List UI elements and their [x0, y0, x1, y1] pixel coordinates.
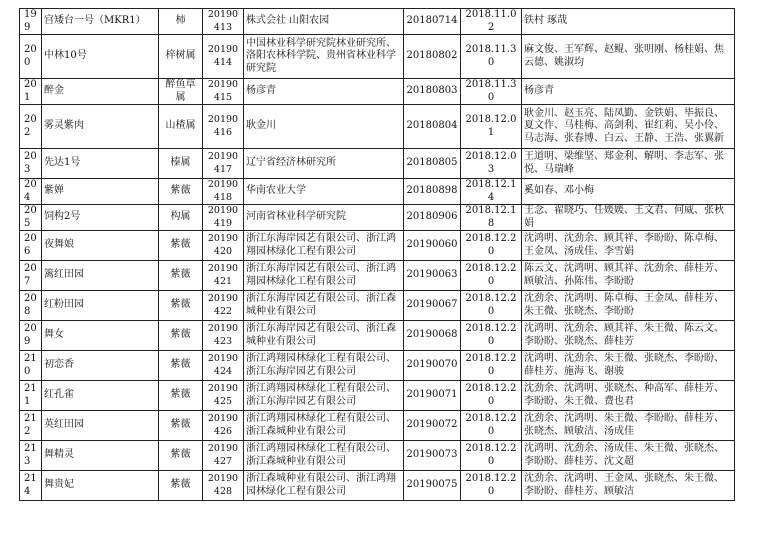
grant-date: 2018.12.20: [461, 321, 522, 351]
grant-number: 20180802: [404, 35, 461, 79]
grant-number: 20180714: [404, 9, 461, 35]
breeders: 沈鸿明、沈劲余、朱王微、张晓杰、李盼盼、薛桂芳、施海飞、谢骏: [522, 351, 735, 381]
application-number: 20190416: [203, 105, 244, 149]
applicant: 中国林业科学研究院林业研究所、洛阳农林科学院、贵州省林业科学研究院: [244, 35, 404, 79]
table-row: [20, 9, 735, 35]
table-row: [20, 351, 735, 381]
row-number: 199: [20, 9, 42, 35]
application-number: 20190418: [203, 179, 244, 205]
breeders: 耿金川、赵玉亮、陆凤勤、金铁娟、毕振良、夏文作、马桂梅、高剑利、崔红莉、吴小伶、马志海、张春博、白云、王静、王浩、张翼新: [522, 105, 735, 149]
genus: 紫薇: [159, 291, 203, 321]
variety-name: 红孔雀: [42, 381, 159, 411]
applicant: 浙江东海岸园艺有限公司、浙江鸿翔园林绿化工程有限公司: [244, 261, 404, 291]
breeders: 王念、翟晓巧、任媛媛、王文君、何威、张秋娟: [522, 205, 735, 231]
application-number: 20190419: [203, 205, 244, 231]
variety-name: 宫矮台一号（MKR1）: [42, 9, 159, 35]
grant-date: 2018.11.02: [461, 9, 522, 35]
row-number: 203: [20, 149, 42, 179]
row-number: 202: [20, 105, 42, 149]
applicant: 株式会社 山阳农园: [244, 9, 404, 35]
grant-date: 2018.12.20: [461, 351, 522, 381]
applicant: 浙江东海岸园艺有限公司、浙江鸿翔园林绿化工程有限公司: [244, 231, 404, 261]
grant-date: 2018.12.01: [461, 105, 522, 149]
grant-number: 20190067: [404, 291, 461, 321]
row-number: 205: [20, 205, 42, 231]
application-number: 20190428: [203, 471, 244, 501]
genus: 山楂属: [159, 105, 203, 149]
variety-name: 中林10号: [42, 35, 159, 79]
row-number: 204: [20, 179, 42, 205]
grant-date: 2018.11.30: [461, 79, 522, 105]
grant-number: 20180805: [404, 149, 461, 179]
application-number: 20190426: [203, 411, 244, 441]
application-number: 20190420: [203, 231, 244, 261]
table-row: [20, 291, 735, 321]
row-number: 201: [20, 79, 42, 105]
variety-name: 醉金: [42, 79, 159, 105]
application-number: 20190414: [203, 35, 244, 79]
breeders: 沈鸿明、沈劲余、顾其祥、朱王微、陈云文、李盼盼、张晓杰、薛桂芳: [522, 321, 735, 351]
table-row: [20, 205, 735, 231]
grant-date: 2018.12.20: [461, 441, 522, 471]
grant-date: 2018.12.20: [461, 381, 522, 411]
grant-date: 2018.12.20: [461, 411, 522, 441]
applicant: 华南农业大学: [244, 179, 404, 205]
application-number: 20190413: [203, 9, 244, 35]
applicant: 浙江森城种业有限公司、浙江鸿翔园林绿化工程有限公司: [244, 471, 404, 501]
applicant: 浙江鸿翔园林绿化工程有限公司、浙江森城种业有限公司: [244, 411, 404, 441]
grant-date: 2018.12.20: [461, 231, 522, 261]
breeders: 沈鸿明、沈劲余、顾其祥、李盼盼、陈卓梅、王金凤、汤成佳、李雪娟: [522, 231, 735, 261]
variety-name: 舞精灵: [42, 441, 159, 471]
applicant: 浙江鸿翔园林绿化工程有限公司、浙江东海岸园艺有限公司: [244, 381, 404, 411]
row-number: 209: [20, 321, 42, 351]
variety-name: 篱红田园: [42, 261, 159, 291]
row-number: 210: [20, 351, 42, 381]
genus: 紫薇: [159, 411, 203, 441]
table-row: [20, 79, 735, 105]
grant-date: 2018.11.30: [461, 35, 522, 79]
grant-number: 20190070: [404, 351, 461, 381]
table-row: [20, 471, 735, 501]
grant-date: 2018.12.03: [461, 149, 522, 179]
breeders: 奚如春、邓小梅: [522, 179, 735, 205]
variety-name: 英红田园: [42, 411, 159, 441]
application-number: 20190427: [203, 441, 244, 471]
table-row: [20, 321, 735, 351]
applicant: 河南省林业科学研究院: [244, 205, 404, 231]
table-body: [20, 9, 735, 501]
grant-number: 20180803: [404, 79, 461, 105]
variety-name: 初恋香: [42, 351, 159, 381]
genus: 紫薇: [159, 351, 203, 381]
row-number: 213: [20, 441, 42, 471]
variety-name: 紫婵: [42, 179, 159, 205]
applicant: 浙江鸿翔园林绿化工程有限公司、浙江森城种业有限公司: [244, 441, 404, 471]
table-row: [20, 231, 735, 261]
application-number: 20190423: [203, 321, 244, 351]
genus: 紫薇: [159, 381, 203, 411]
genus: 紫薇: [159, 471, 203, 501]
table-row: [20, 149, 735, 179]
grant-number: 20190072: [404, 411, 461, 441]
breeders: 陈云文、沈鸿明、顾其祥、沈劲余、薛桂芳、顾敏洁、孙陈伟、李盼盼: [522, 261, 735, 291]
grant-number: 20190068: [404, 321, 461, 351]
breeders: 沈鸿明、沈劲余、汤成佳、朱王微、张晓杰、李盼盼、薛桂芳、沈文超: [522, 441, 735, 471]
genus: 构属: [159, 205, 203, 231]
row-number: 208: [20, 291, 42, 321]
grant-number: 20190060: [404, 231, 461, 261]
variety-name: 夜舞娘: [42, 231, 159, 261]
breeders: 沈劲余、沈鸿明、朱王微、李盼盼、薛桂芳、张晓杰、顾敏洁、汤成佳: [522, 411, 735, 441]
breeders: 沈劲余、沈鸿明、陈卓梅、王金凤、薛桂芳、朱王微、张晓杰、李盼盼: [522, 291, 735, 321]
row-number: 200: [20, 35, 42, 79]
variety-name: 雾灵紫肉: [42, 105, 159, 149]
breeders: 杨彦青: [522, 79, 735, 105]
table-row: [20, 35, 735, 79]
grant-number: 20190063: [404, 261, 461, 291]
application-number: 20190425: [203, 381, 244, 411]
row-number: 207: [20, 261, 42, 291]
genus: 紫薇: [159, 321, 203, 351]
grant-date: 2018.12.20: [461, 261, 522, 291]
applicant: 杨彦青: [244, 79, 404, 105]
application-number: 20190415: [203, 79, 244, 105]
breeders: 王道明、梁维坚、郑金利、解明、李志军、张悦、马瑞峰: [522, 149, 735, 179]
applicant: 浙江东海岸园艺有限公司、浙江森城种业有限公司: [244, 321, 404, 351]
variety-table: [19, 8, 735, 501]
applicant: 浙江东海岸园艺有限公司、浙江森城种业有限公司: [244, 291, 404, 321]
variety-name: 红粉田园: [42, 291, 159, 321]
breeders: 沈劲余、沈鸿明、张晓杰、种高军、薛桂芳、李盼盼、朱王微、费也君: [522, 381, 735, 411]
grant-number: 20190075: [404, 471, 461, 501]
breeders: 铁村 琢哉: [522, 9, 735, 35]
grant-date: 2018.12.20: [461, 471, 522, 501]
table-row: [20, 105, 735, 149]
genus: 紫薇: [159, 441, 203, 471]
genus: 醉鱼草属: [159, 79, 203, 105]
variety-name: 舞贵妃: [42, 471, 159, 501]
row-number: 212: [20, 411, 42, 441]
row-number: 214: [20, 471, 42, 501]
grant-number: 20180898: [404, 179, 461, 205]
table-row: [20, 411, 735, 441]
application-number: 20190421: [203, 261, 244, 291]
grant-date: 2018.12.20: [461, 291, 522, 321]
variety-name: 饲构2号: [42, 205, 159, 231]
table-row: [20, 441, 735, 471]
grant-number: 20190073: [404, 441, 461, 471]
applicant: 耿金川: [244, 105, 404, 149]
application-number: 20190422: [203, 291, 244, 321]
table-row: [20, 261, 735, 291]
application-number: 20190417: [203, 149, 244, 179]
table-row: [20, 179, 735, 205]
breeders: 麻文俊、王军辉、赵鲲、张明刚、杨桂娟、焦云德、姚淑均: [522, 35, 735, 79]
table-row: [20, 381, 735, 411]
grant-number: 20180804: [404, 105, 461, 149]
variety-name: 先达1号: [42, 149, 159, 179]
breeders: 沈劲余、沈鸿明、王金凤、张晓杰、朱王微、李盼盼、薛桂芳、顾敏洁: [522, 471, 735, 501]
genus: 紫薇: [159, 179, 203, 205]
genus: 榛属: [159, 149, 203, 179]
application-number: 20190424: [203, 351, 244, 381]
genus: 紫薇: [159, 261, 203, 291]
genus: 梓树属: [159, 35, 203, 79]
grant-date: 2018.12.18: [461, 205, 522, 231]
genus: 紫薇: [159, 231, 203, 261]
grant-number: 20180906: [404, 205, 461, 231]
grant-number: 20190071: [404, 381, 461, 411]
genus: 柿: [159, 9, 203, 35]
row-number: 206: [20, 231, 42, 261]
variety-name: 舞女: [42, 321, 159, 351]
applicant: 辽宁省经济林研究所: [244, 149, 404, 179]
row-number: 211: [20, 381, 42, 411]
applicant: 浙江鸿翔园林绿化工程有限公司、浙江东海岸园艺有限公司: [244, 351, 404, 381]
grant-date: 2018.12.14: [461, 179, 522, 205]
